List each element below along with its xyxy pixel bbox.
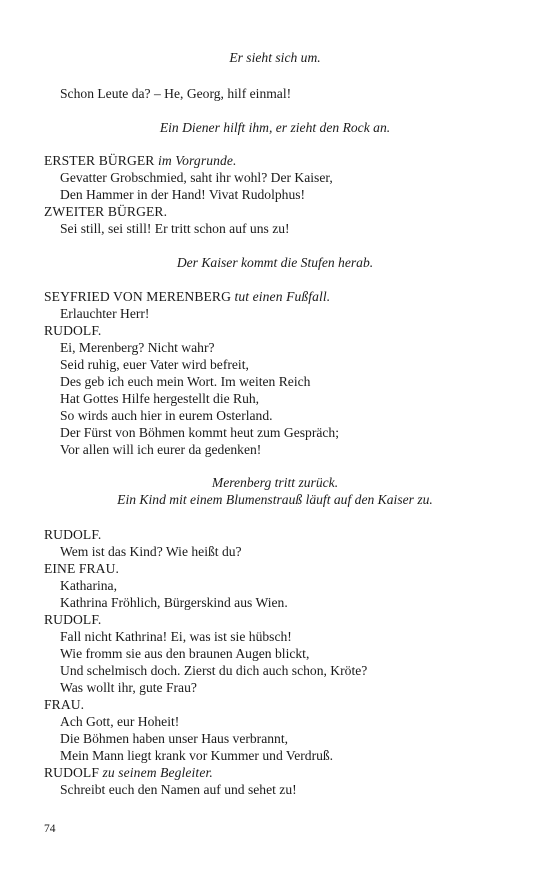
verse-line: Fall nicht Kathrina! Ei, was ist sie hübsch! [60, 629, 292, 644]
speaker-direction: im Vorgrunde. [157, 153, 237, 168]
verse-line: Seid ruhig, euer Vater wird befreit, [60, 357, 249, 372]
verse-line: Kathrina Fröhlich, Bürgerskind aus Wien. [60, 595, 288, 610]
speaker-direction: tut einen Fußfall. [234, 289, 331, 304]
verse-line: Wie fromm sie aus den braunen Augen blickt, [60, 646, 310, 661]
speaker-name: RUDOLF. [44, 527, 102, 542]
page-number: 74 [44, 823, 56, 835]
stage-direction: Merenberg tritt zurück. [211, 475, 339, 490]
speaker-name: RUDOLF [44, 765, 99, 780]
speaker-name: ERSTER BÜRGER [44, 153, 155, 168]
speaker-name: ZWEITER BÜRGER. [44, 204, 168, 219]
verse-line: Gevatter Grobschmied, saht ihr wohl? Der Kaiser, [60, 170, 333, 185]
speaker-heading [44, 322, 101, 340]
speaker-heading [44, 288, 330, 306]
speaker-name: EINE FRAU. [44, 561, 120, 576]
verse-line: Ei, Merenberg? Nicht wahr? [60, 340, 215, 355]
verse-line: Den Hammer in der Hand! Vivat Rudolphus! [60, 187, 306, 202]
speaker-direction: zu seinem Begleiter. [102, 765, 213, 780]
speaker-name: SEYFRIED VON MERENBERG [44, 289, 231, 304]
stage-direction: Der Kaiser kommt die Stufen herab. [176, 255, 374, 270]
verse-line: Des geb ich euch mein Wort. Im weiten Reich [60, 374, 311, 389]
verse-line: Die Böhmen haben unser Haus verbrannt, [60, 731, 289, 746]
speaker-heading [44, 526, 101, 544]
speaker-name: FRAU. [44, 697, 85, 712]
stage-direction: Ein Kind mit einem Blumenstrauß läuft auf den Kaiser zu. [117, 492, 433, 507]
speaker-heading [44, 152, 237, 170]
verse-line: Vor allen will ich eurer da gedenken! [60, 442, 262, 457]
speaker-heading [44, 203, 167, 221]
verse-line: Hat Gottes Hilfe hergestellt die Ruh, [60, 391, 260, 406]
verse-line: Ach Gott, eur Hoheit! [60, 714, 180, 729]
verse-line: Sei still, sei still! Er tritt schon auf uns zu! [60, 221, 290, 236]
speaker-heading [44, 696, 84, 714]
speaker-name: RUDOLF. [44, 612, 102, 627]
verse-line: Und schelmisch doch. Zierst du dich auch schon, Kröte? [60, 663, 368, 678]
verse-line: Schon Leute da? – He, Georg, hilf einmal! [60, 86, 292, 101]
verse-line: Erlauchter Herr! [60, 306, 150, 321]
stage-direction: Ein Diener hilft ihm, er zieht den Rock an. [159, 120, 391, 135]
speaker-name: RUDOLF. [44, 323, 102, 338]
verse-line: So wirds auch hier in eurem Osterland. [60, 408, 273, 423]
speaker-heading [44, 764, 213, 782]
verse-line: Wem ist das Kind? Wie heißt du? [60, 544, 242, 559]
verse-line: Der Fürst von Böhmen kommt heut zum Gespräch; [60, 425, 340, 440]
verse-line: Schreibt euch den Namen auf und sehet zu! [60, 782, 297, 797]
speaker-heading [44, 611, 101, 629]
verse-line: Mein Mann liegt krank vor Kummer und Verdruß. [60, 748, 334, 763]
verse-line: Katharina, [60, 578, 117, 593]
verse-line: Was wollt ihr, gute Frau? [60, 680, 197, 695]
speaker-heading [44, 560, 119, 578]
stage-direction: Er sieht sich um. [229, 50, 321, 65]
